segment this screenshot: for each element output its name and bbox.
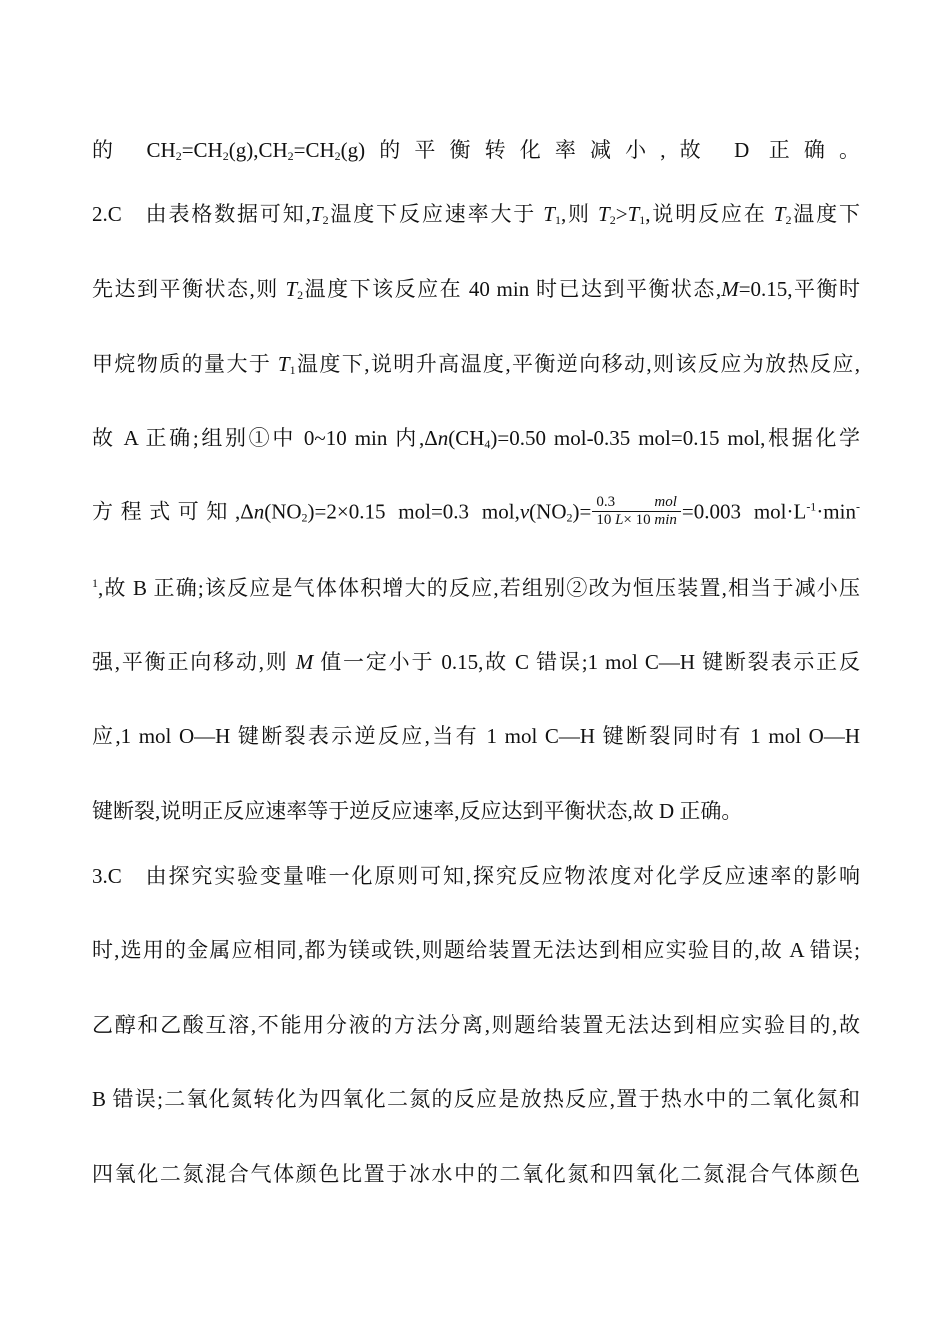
text-line: 甲烷物质的量大于 $T_1$温度下,说明升高温度,平衡逆向移动,则该反应为放热反应, [92,352,861,377]
text-line: 时,选用的金属应相同,都为镁或铁,则题给装置无法达到相应实验目的,故 A 错误; [92,938,860,962]
text-line: 故 A 正确;组别①中 0~10 min 内$,\Delta n(CH_4)=0.50$ mol-0.35 mol=0.15 mol,根据化学 [92,426,860,451]
text-line: 先达到平衡状态,则 $T_2$温度下该反应在 40 min 时已达到平衡状态,M=0.15,平衡时 [92,277,861,302]
text-line: 键断裂,说明正反应速率等于逆反应速率,反应达到平衡状态,故 D 正确。 [92,799,743,823]
rate-fraction [592,494,681,529]
answer-label: 3.C [92,864,122,888]
text-line: 四氧化二氮混合气体颜色比置于冰水中的二氧化氮和四氧化二氮混合气体颜色 [92,1162,860,1186]
answer-3-first-line: 3.C 由探究实验变量唯一化原则可知,探究反应物浓度对化学反应速率的影响 [92,864,860,888]
text-line: 强,平衡正向移动,则 M 值一定小于 0.15,故 C 错误;1 mol C—H 键断裂表示正反 [92,650,860,674]
text-line: 乙醇和乙酸互溶,不能用分液的方法分离,则题给装置无法达到相应实验目的,故 [92,1013,860,1037]
fraction-numerator: 0.3 mol [592,494,681,512]
fraction-denominator: 10 L× 10 min [596,512,677,528]
answer-2-first-line: 2.C 由表格数据可知$,T_2$温度下反应速率大于 $T_1$,则 $T_2>T_1$,说明反应在 $T_2$温度下 [92,202,861,227]
text-line: 的 $CH_2=CH_2(g),CH_2=CH_2(g)$的平衡转化率减小,故 D 正确。 [92,138,860,163]
answer-label: 2.C [92,202,122,226]
text-line: B 错误;二氧化氮转化为四氧化二氮的反应是放热反应,置于热水中的二氧化氮和 [92,1087,860,1111]
text-line: 应,1 mol O—H 键断裂表示逆反应,当有 1 mol C—H 键断裂同时有 1 mol O—H [92,724,860,748]
text-line: $^1$,故 B 正确;该反应是气体体积增大的反应,若组别②改为恒压装置,相当于减小压 [92,576,860,600]
equation-line: 方程式可知$,\Delta n(NO_2)=2\times 0.15$ mol=0.3 $mol,v(NO_2)=$ $\frac{\text{0.3 mol}}{10 L\times 10 \min}$ =0.003 $mol\cdot L^{-1}\cdot\min^-$ [92,494,860,528]
